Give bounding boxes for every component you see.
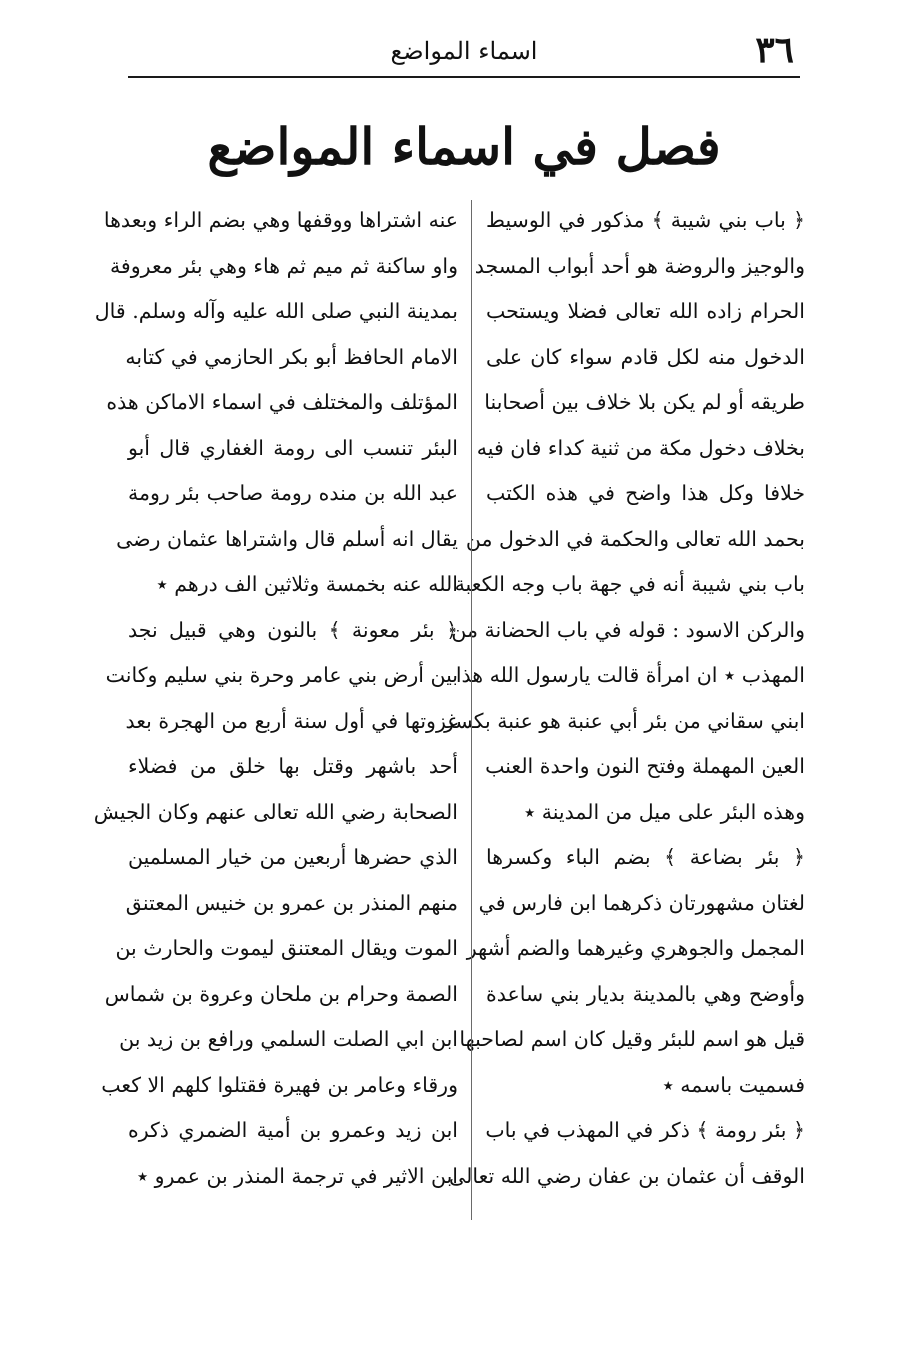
text-line: العين المهملة وفتح النون واحدة العنب (485, 754, 805, 778)
running-header (128, 28, 800, 78)
text-line: غزوتها في أول سنة أربع من الهجرة بعد (125, 708, 458, 733)
text-line: والركن الاسود : قوله في باب الحضانة من (451, 617, 805, 642)
text-line: ابن زيد وعمرو بن أمية الضمري ذكره (128, 1118, 458, 1142)
left-column (93, 198, 458, 1213)
page-number: ٣٦ (755, 29, 794, 71)
text-line: البئر تنسب الى رومة الغفاري قال أبو (128, 435, 458, 460)
text-line: الله عنه بخمسة وثلاثين الف درهم ٭ (156, 572, 458, 596)
text-line: يقال انه أسلم قال واشتراها عثمان رضى (116, 526, 458, 551)
text-line: ﴿ بئر رومة ﴾ ذكر في المهذب في باب (485, 1118, 805, 1142)
text-line: والوجيز والروضة هو أحد أبواب المسجد (474, 253, 805, 278)
text-line: ورقاء وعامر بن فهيرة فقتلوا كلهم الا كعب (101, 1072, 458, 1097)
text-line: باب بني شيبة أنه في جهة باب وجه الكعبة (454, 572, 805, 596)
text-line: الصحابة رضي الله تعالى عنهم وكان الجيش (93, 799, 458, 824)
text-line: بحمد الله تعالى والحكمة في الدخول من (465, 526, 805, 551)
text-line: بمدينة النبي صلى الله عليه وآله وسلم. قال (94, 299, 458, 323)
text-line: وهذه البئر على ميل من المدينة ٭ (524, 799, 805, 824)
text-line: الموت ويقال المعتنق ليموت والحارث بن (115, 936, 458, 960)
text-line: بخلاف دخول مكة من ثنية كداء فان فيه (476, 435, 805, 460)
text-line: الحرام زاده الله تعالى فضلا ويستحب (486, 299, 805, 323)
text-line: ﴿ بئر معونة ﴾ بالنون وهي قبيل نجد (128, 617, 458, 642)
text-line: عنه اشتراها ووقفها وهي بضم الراء وبعدها (103, 208, 458, 232)
text-line: ﴿ بئر بضاعة ﴾ بضم الباء وكسرها (486, 845, 805, 869)
text-line: واو ساكنة ثم ميم ثم هاء وهي بئر معروفة (109, 253, 458, 278)
running-title: اسماء المواضع (390, 37, 538, 65)
text-line: الامام الحافظ أبو بكر الحازمي في كتابه (125, 344, 458, 369)
chapter-title: فصل في اسماء المواضع (207, 117, 721, 176)
text-line: قيل هو اسم للبئر وقيل كان اسم لصاحبها (459, 1027, 805, 1051)
text-line: المجمل والجوهري وغيرهما والضم أشهر (466, 936, 805, 960)
text-line: الوقف أن عثمان بن عفان رضي الله تعالى (449, 1163, 805, 1188)
text-line: وأوضح وهي بالمدينة بديار بني ساعدة (486, 981, 805, 1006)
text-line: ﴿ باب بني شيبة ﴾ مذكور في الوسيط (486, 208, 805, 232)
text-line: ابن الاثير في ترجمة المنذر بن عمرو ٭ (136, 1163, 458, 1188)
text-line: عبد الله بن منده رومة صاحب بئر رومة (128, 481, 458, 505)
text-line: منهم المنذر بن عمرو بن خنيس المعتنق (125, 890, 458, 915)
text-line: بين أرض بني عامر وحرة بني سليم وكانت (105, 663, 458, 687)
text-line: أحد باشهر وقتل بها خلق من فضلاء (128, 754, 458, 778)
text-line: خلافا وكل هذا واضح في هذه الكتب (486, 481, 805, 505)
text-line: المهذب ٭ ان امرأة قالت يارسول الله هذا (455, 663, 805, 687)
text-line: الصمة وحرام بن ملحان وعروة بن شماس (104, 981, 458, 1006)
text-line: المؤتلف والمختلف في اسماء الاماكن هذه (106, 390, 458, 414)
column-divider (471, 200, 472, 1220)
text-line: الذي حضرها أربعين من خيار المسلمين (128, 845, 458, 869)
text-line: ابن ابي الصلت السلمي ورافع بن زيد بن (119, 1027, 458, 1051)
text-line: ابني سقاني من بئر أبي عنبة هو عنبة بكسر (444, 708, 805, 733)
text-line: طريقه أو لم يكن بلا خلاف بين أصحابنا (484, 390, 805, 414)
right-column (444, 198, 805, 1213)
text-line: لغتان مشهورتان ذكرهما ابن فارس في (478, 890, 805, 915)
text-line: فسميت باسمه ٭ (662, 1072, 805, 1097)
text-line: الدخول منه لكل قادم سواء كان على (486, 344, 805, 369)
